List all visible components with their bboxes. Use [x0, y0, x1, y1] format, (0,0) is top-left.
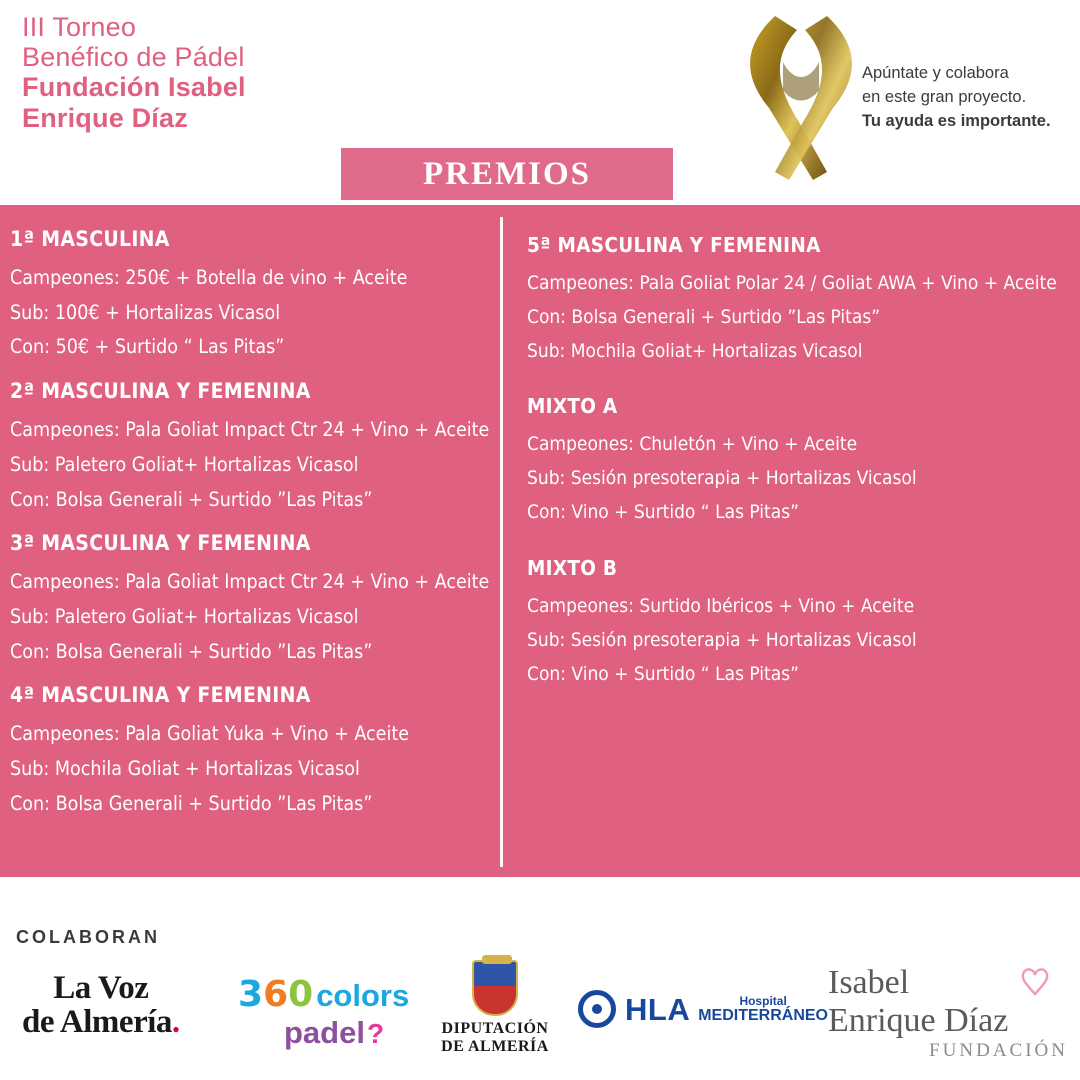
diputacion-line-2: DE ALMERÍA: [441, 1038, 549, 1056]
poster-footer: [0, 877, 1080, 1080]
hla-sub-2: MEDITERRÁNEO: [698, 1006, 828, 1024]
sponsor-logo-diputacion: [430, 960, 560, 1057]
lavoz-line-1: La Voz: [53, 970, 149, 1006]
isabel-line-2: Enrique Díaz: [828, 1002, 1009, 1040]
prize-line: Campeones: Pala Goliat Yuka + Vino + Aceite: [10, 722, 410, 746]
hla-circle-icon: [578, 990, 616, 1028]
isabel-line-3: FUNDACIÓN: [929, 1040, 1068, 1062]
prize-line: Campeones: Pala Goliat Impact Ctr 24 + Vino + Aceite: [10, 418, 490, 442]
cta-line-2: en este gran proyecto.: [862, 87, 1027, 106]
prize-line: Con: Bolsa Generali + Surtido ”Las Pitas”: [10, 639, 373, 663]
category-group: [10, 531, 490, 669]
sponsor-logo-lavoz: [22, 972, 180, 1040]
category-group: [527, 394, 1070, 529]
premios-banner-label: PREMIOS: [422, 155, 591, 192]
prize-line: Campeones: Pala Goliat Impact Ctr 24 + Vino + Aceite: [10, 570, 490, 594]
logo360-padel-text: padel: [284, 1015, 365, 1050]
prize-line: Sub: 100€ + Hortalizas Vicasol: [10, 300, 281, 324]
sponsor-logo-hla: [578, 990, 828, 1028]
colaboran-label: COLABORAN: [16, 927, 160, 947]
sponsor-logo-360colorspadel: [238, 974, 409, 1051]
category-title: 5ª MASCULINA Y FEMENINA: [527, 233, 821, 257]
logo360-colors-text: colors: [316, 978, 410, 1013]
lavoz-line-2: de Almería: [22, 1004, 172, 1040]
category-title: MIXTO A: [527, 394, 618, 419]
logo360-digit-3: 3: [238, 974, 264, 1015]
category-group: [527, 233, 1070, 368]
event-title: [22, 12, 246, 133]
category-title: 4ª MASCULINA Y FEMENINA: [10, 683, 311, 708]
category-group: [10, 683, 490, 821]
prize-line: Sub: Paletero Goliat+ Hortalizas Vicasol: [10, 452, 359, 476]
poster-header: [0, 0, 1080, 205]
prize-line: Sub: Sesión presoterapia + Hortalizas Vicasol: [527, 628, 917, 651]
premios-banner: [341, 148, 673, 200]
pink-ribbon-icon: [1018, 966, 1052, 996]
prizes-panel: [0, 205, 1080, 877]
prize-line: Con: Bolsa Generali + Surtido ”Las Pitas”: [10, 487, 373, 511]
call-to-action-text: [862, 62, 1051, 134]
prize-line: Sub: Sesión presoterapia + Hortalizas Vicasol: [527, 467, 917, 490]
prize-line: Campeones: Pala Goliat Polar 24 / Goliat AWA + Vino + Aceite: [527, 272, 1057, 294]
event-title-line-2: Benéfico de Pádel: [22, 42, 245, 73]
cta-line-1: Apúntate y colabora: [862, 64, 1009, 82]
logo360-digit-6: 6: [263, 974, 289, 1015]
prize-line: Con: Bolsa Generali + Surtido ”Las Pitas”: [10, 791, 373, 815]
sponsor-logos: [0, 964, 1080, 1072]
sponsor-logo-fundacion-isabel: [828, 964, 1068, 1062]
category-group: [527, 556, 1070, 691]
category-group: [10, 227, 490, 365]
category-title: MIXTO B: [527, 555, 618, 580]
hla-name: HLA: [625, 991, 691, 1027]
event-title-line-3: Fundación Isabel: [22, 72, 246, 103]
prizes-column-left: [0, 205, 500, 877]
category-group: [10, 379, 490, 517]
prize-line: Con: Bolsa Generali + Surtido ”Las Pitas”: [527, 305, 881, 328]
prize-line: Campeones: Surtido Ibéricos + Vino + Aceite: [527, 594, 915, 617]
category-title: 2ª MASCULINA Y FEMENINA: [10, 379, 311, 404]
prize-line: Con: 50€ + Surtido “ Las Pitas”: [10, 335, 285, 359]
lavoz-dot: .: [171, 1004, 180, 1040]
prize-line: Con: Vino + Surtido “ Las Pitas”: [527, 662, 799, 685]
coat-of-arms-icon: [472, 960, 518, 1016]
hla-sub-1: Hospital: [739, 993, 787, 1008]
logo360-mark: ?: [366, 1018, 385, 1049]
isabel-line-1: Isabel: [828, 964, 910, 1001]
event-title-line-4: Enrique Díaz: [22, 102, 188, 133]
category-title: 3ª MASCULINA Y FEMENINA: [10, 531, 311, 556]
prizes-column-right: [503, 205, 1080, 877]
cta-line-3: Tu ayuda es importante.: [862, 111, 1051, 130]
prize-line: Con: Vino + Surtido “ Las Pitas”: [527, 501, 799, 524]
logo360-digit-0: 0: [288, 974, 314, 1015]
diputacion-line-1: DIPUTACIÓN: [441, 1020, 549, 1037]
prize-line: Sub: Mochila Goliat+ Hortalizas Vicasol: [527, 339, 863, 362]
prize-line: Campeones: 250€ + Botella de vino + Aceite: [10, 266, 408, 289]
prize-line: Sub: Mochila Goliat + Hortalizas Vicasol: [10, 757, 360, 781]
prize-line: Sub: Paletero Goliat+ Hortalizas Vicasol: [10, 604, 359, 628]
event-title-line-1: III Torneo: [22, 12, 137, 42]
category-title: 1ª MASCULINA: [10, 227, 170, 251]
awareness-ribbon-icon: [735, 4, 865, 194]
prize-line: Campeones: Chuletón + Vino + Aceite: [527, 433, 858, 456]
